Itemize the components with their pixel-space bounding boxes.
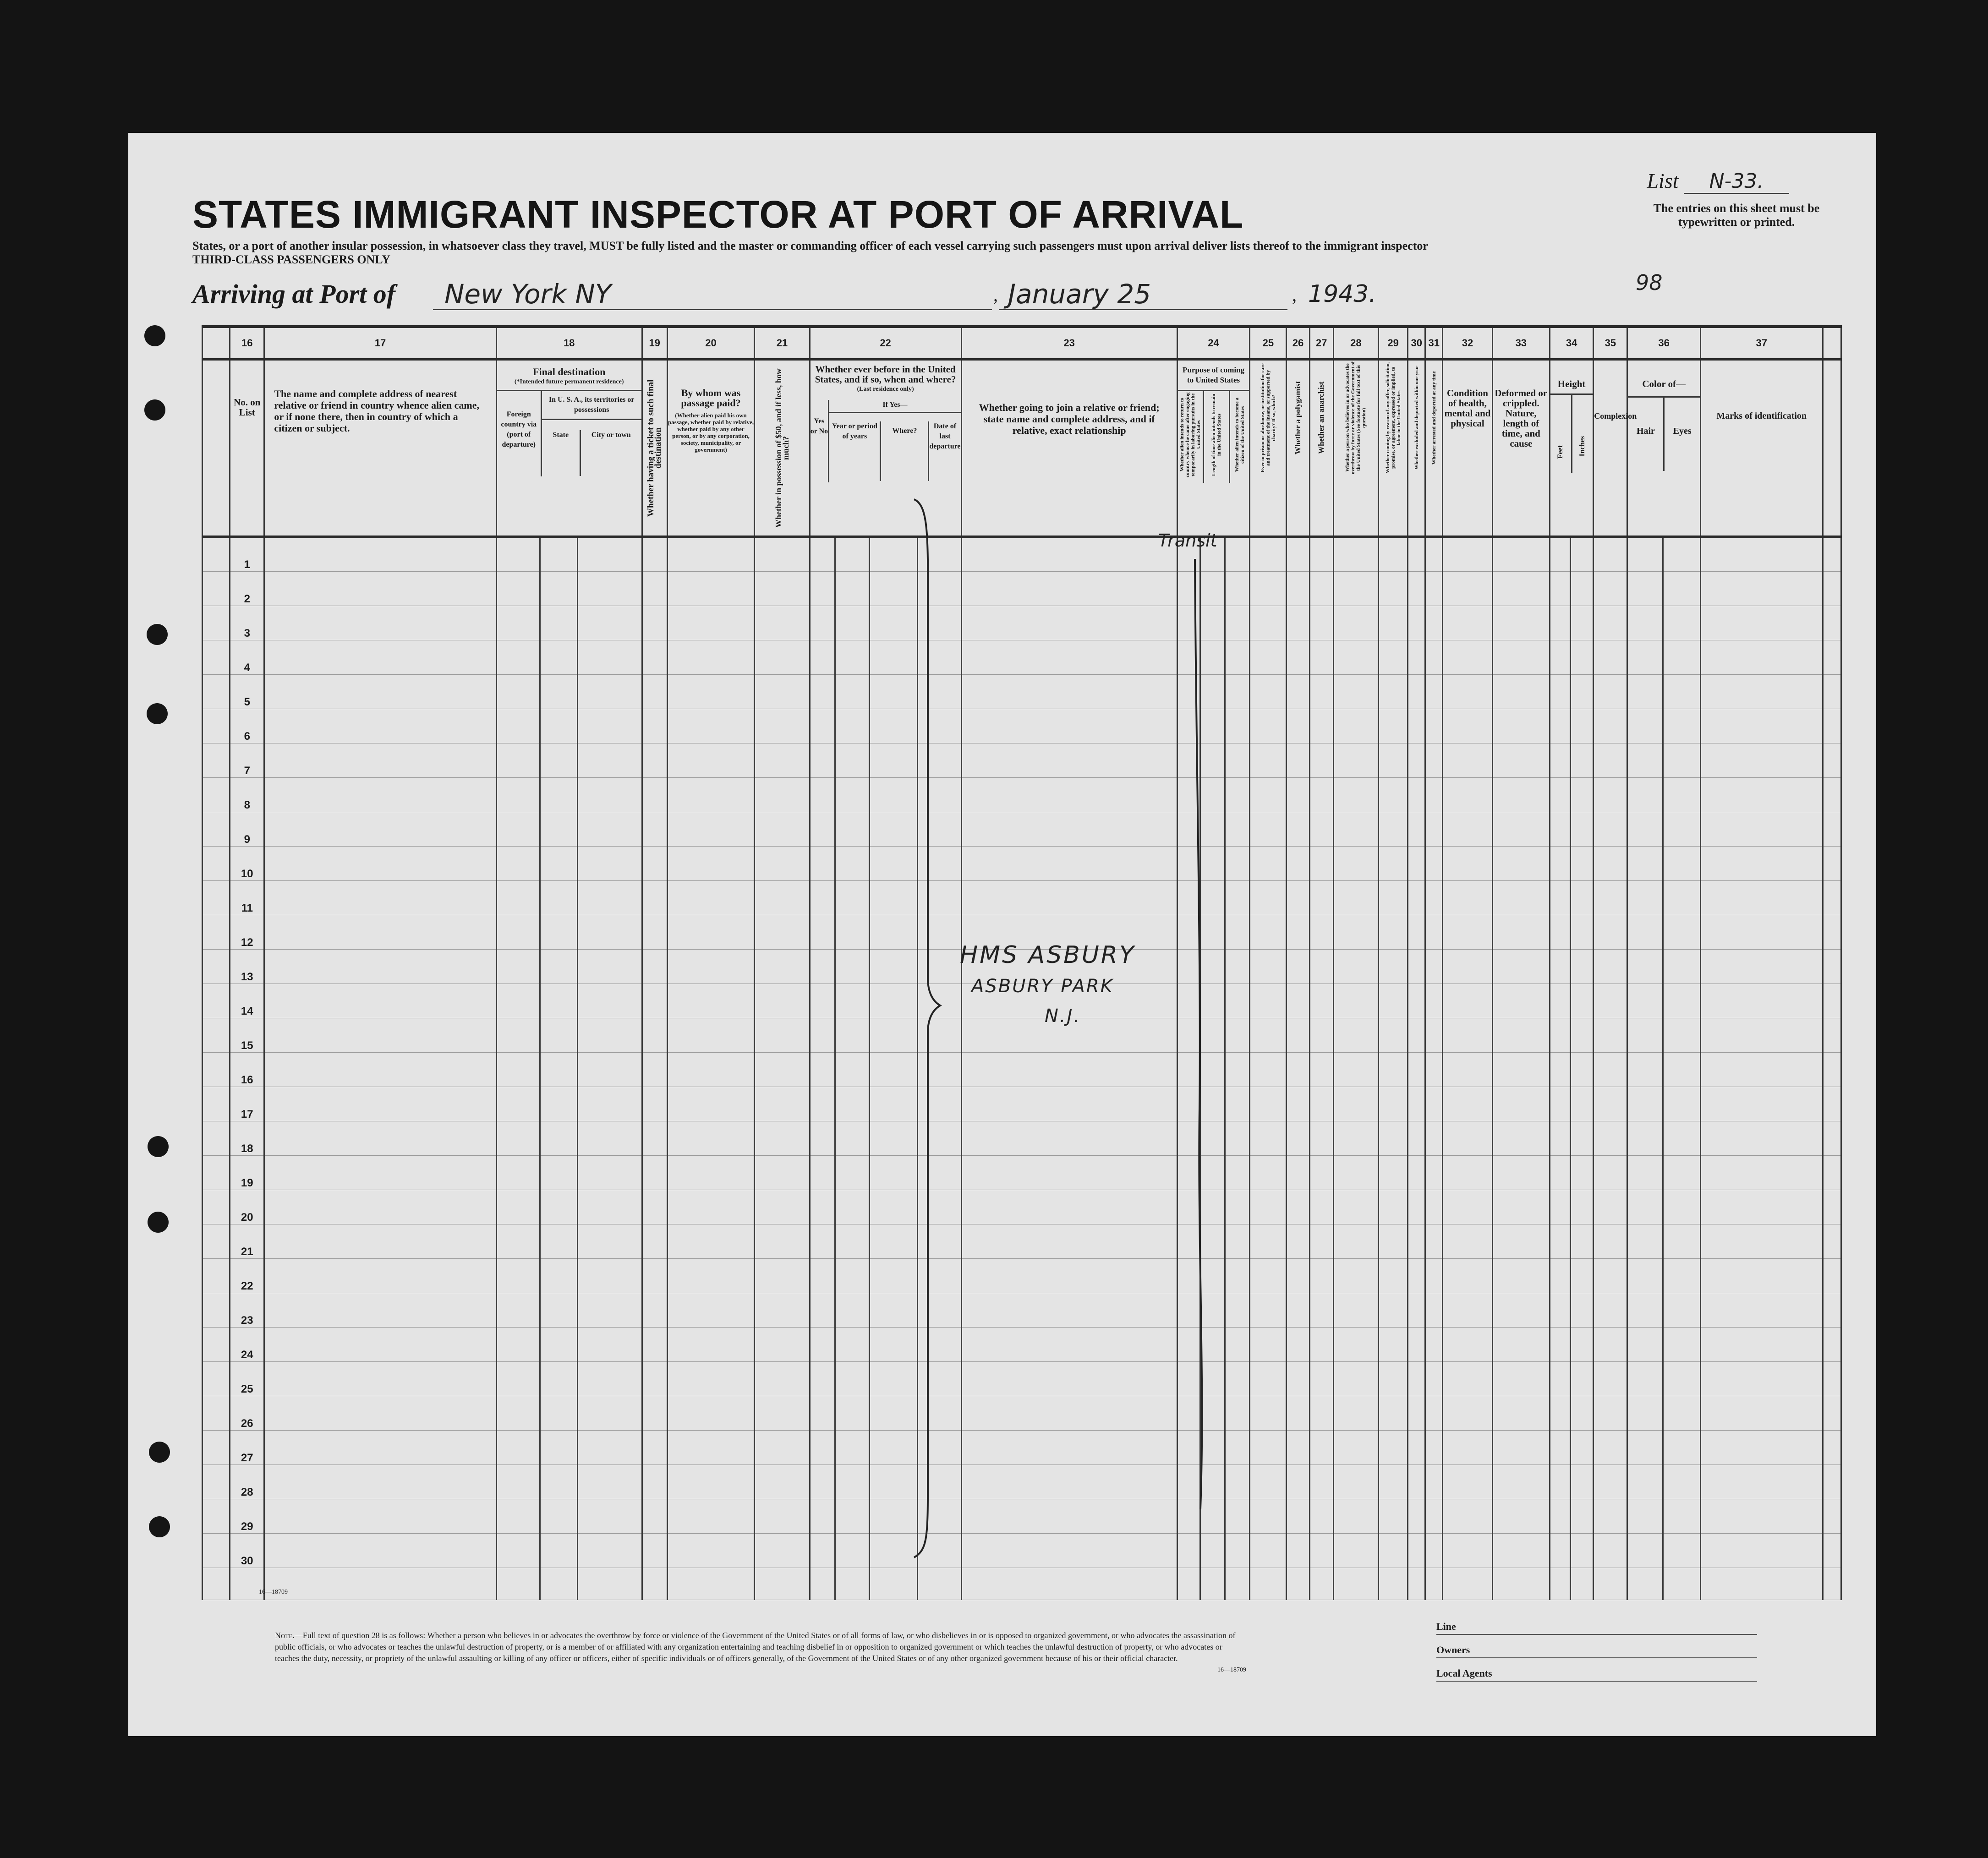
row-number: 7 bbox=[230, 743, 264, 777]
table-row bbox=[203, 1018, 1841, 1052]
col21-header: Whether in possession of $50, and if less, how much? bbox=[755, 360, 810, 537]
row-number: 1 bbox=[230, 537, 264, 571]
row-number: 11 bbox=[230, 880, 264, 915]
join-line-2: ASBURY PARK bbox=[971, 976, 1114, 997]
table-row bbox=[203, 777, 1841, 812]
row-number: 22 bbox=[230, 1258, 264, 1293]
table-row bbox=[203, 1499, 1841, 1533]
year-value: 1943. bbox=[1308, 280, 1376, 308]
join-line-1: HMS ASBURY bbox=[960, 941, 1136, 969]
form-number-left: 16—18709 bbox=[259, 1589, 288, 1596]
table-row bbox=[203, 1396, 1841, 1430]
col34-header: Height Feet Inches bbox=[1550, 360, 1593, 537]
table-row bbox=[203, 743, 1841, 777]
punch-hole bbox=[147, 624, 168, 645]
table-row bbox=[203, 709, 1841, 743]
table-row bbox=[203, 880, 1841, 915]
footnote: Note.—Full text of question 28 is as follows: Whether a person who believes in or advocates the overthrow by force or violence of the Government of the United States or of all forms of law, or who disbelieves in or is opposed to organized government, or who advocates the assassination of public officials, or who advocates or teaches the unlawful destruction of property, or is a member of or affiliated with any organization entertaining and teaching disbelief in or opposition to organized government or which teaches the unlawful destruction of property, or who advocates or teaches the duty, necessity, or propriety of the unlawful assaulting or killing of any officer or officers, either of specific individuals or of officers generally, of the Government of the United States or of any other organized government because of his or their official character. 16—18709 bbox=[275, 1631, 1246, 1673]
bracket-mark bbox=[912, 497, 944, 1560]
col35-header: Complexion bbox=[1594, 360, 1627, 537]
page-number: 98 bbox=[1636, 270, 1663, 295]
punch-hole bbox=[144, 399, 165, 421]
row-number: 25 bbox=[230, 1361, 264, 1396]
column-number-row: 16 17 18 19 20 21 22 23 24 25 26 27 28 29 30 31 32 33 34 35 36 37 bbox=[203, 327, 1841, 360]
row-number: 29 bbox=[230, 1499, 264, 1533]
table-row bbox=[203, 1533, 1841, 1568]
col32-header: Condition of health, mental and physical bbox=[1443, 360, 1492, 537]
local-agents-field: Local Agents bbox=[1436, 1667, 1757, 1682]
col29-header: Whether coming by reason of any offer, solicitation, promise, or agreement, expressed or implied, to labor in the United States bbox=[1378, 360, 1407, 537]
table-row bbox=[203, 674, 1841, 709]
line-field: Line bbox=[1436, 1621, 1757, 1635]
table-row bbox=[203, 571, 1841, 606]
row-number: 23 bbox=[230, 1293, 264, 1327]
row-number: 27 bbox=[230, 1430, 264, 1465]
table-row bbox=[203, 1224, 1841, 1258]
col26-header: Whether a polygamist bbox=[1287, 360, 1309, 537]
col23-header: Whether going to join a relative or friend; state name and complete address, and if relative, exact relationship bbox=[961, 360, 1177, 537]
col24-header: Purpose of coming to United States Whether alien intends to return to country whence he came after engaging temporarily in laboring pursuits in the United States Length of time alien intends to remain in the United States Whether alien intends to become a citizen of the United States bbox=[1177, 360, 1249, 537]
table-row bbox=[203, 1327, 1841, 1361]
col28-header: Whether a person who believes in or advocates the overthrow by force or violence of the Government of the United States (See footnote for full text of this question) bbox=[1333, 360, 1378, 537]
table-row bbox=[203, 1465, 1841, 1499]
purpose-annotation: Transit bbox=[1158, 530, 1217, 551]
list-number bbox=[1647, 169, 1789, 194]
row-number: 15 bbox=[230, 1018, 264, 1052]
col33-header: Deformed or crippled. Nature, length of time, and cause bbox=[1492, 360, 1550, 537]
row-number: 16 bbox=[230, 1052, 264, 1087]
col17-header: The name and complete address of nearest relative or friend in country whence alien came, or if none there, then in country of which a citizen or subject. bbox=[264, 360, 496, 537]
punch-hole bbox=[148, 1136, 169, 1157]
row-number: 14 bbox=[230, 984, 264, 1018]
col16-header: No. on List bbox=[230, 360, 264, 537]
col19-header: Whether having a ticket to such final destination bbox=[642, 360, 667, 537]
punch-hole bbox=[149, 1516, 170, 1537]
row-number: 28 bbox=[230, 1465, 264, 1499]
class-line: THIRD-CLASS PASSENGERS ONLY bbox=[192, 253, 391, 266]
col25-header: Ever in prison or almshouse, or institution for care and treatment of the insane, or supported by charity? If so, which? bbox=[1250, 360, 1287, 537]
table-row bbox=[203, 1293, 1841, 1327]
table-row bbox=[203, 1155, 1841, 1190]
table-row bbox=[203, 1190, 1841, 1224]
row-number: 4 bbox=[230, 640, 264, 674]
row-number: 2 bbox=[230, 571, 264, 606]
manifest-sheet: List N-33. STATES IMMIGRANT INSPECTOR AT PORT OF ARRIVAL The entries on this sheet must be typewritten or printed. States, or a port of another insular possession, in whatsoever class they travel, MUST be fully listed and the master or commanding officer of each vessel carrying such passengers must upon arrival deliver lists thereof to the immigrant inspector THIRD-CLASS PASSENGERS ONLY 98 Arriving at Port of New York NY , January 25 , 1943. 16 17 18 19 20 21 22 23 24 25 26 27 28 29 30 31 32 33 34 35 36 37 No. on List The name and complete address of nearest relative or friend in country whence alien came, or if none there, then in country of which a citizen or subject. Final destination (*Intended future permanent residence) Foreign country via (port of departure) In U. S. A., its territories or possessions State City or town Whether having a ticket to such final destination By whom was passage paid? (Whether alien paid his own passage, whether paid by relative, whether paid by any other person, or by any corporation, society, municipality, or government) Whether in possession of $50, and if less, how much? Whether ever before in the United States, and if so, when and where? (Last residence only) Yes or No If Yes— Year or period of years Where? Date of last departure Whether going to join a relative or friend; state name and complete address, and if relative, exact relationship Purpose of coming to United States Whether alien intends to return to country whence he came after engaging temporarily in laboring pursuits in the United States Length of time alien intends to remain in the United States Whether alien intends to become a citizen of the United States Ever in prison or almshouse, or institution for care and treatment of the insane, or supported by charity? If so, which? Whether a polygamist Whether an anarchist Whether a person who believes in or advocates the overthrow by force or violence of the Government of the United States (See footnote for full text of this question) Whether coming by reason of any offer, solicitation, promise, or agreement, expressed or implied, to labor in the United States Whether excluded and deported within one year Whether arrested and deported at any time Condition of health, mental and physical Deformed or crippled. Nature, length of time, and cause Height Feet Inches Complexion Color of— Hair Eyes Marks of identification 1 2 3 4 5 6 7 8 9 10 11 12 13 14 15 16 17 18 19 20 21 22 23 24 25 26 27 28 29 30 Transit HMS ASBURY ASBURY PARK N.J. 16—18709 Note.—Full text of question 28 is as follows: Whether a person who believes in or advocates the overthrow by force or violence of the Government of the United States or of all forms of law, or who disbelieves in or is opposed to organized government, or who advocates the assassination of public officials, or who advocates or teaches the unlawful destruction of property, or is a member of or affiliated with any organization entertaining and teaching disbelief in or opposition to organized government or which teaches the unlawful destruction of property, or who advocates or teaches the duty, necessity, or propriety of the unlawful assaulting or killing of any officer or officers, either of specific individuals or of officers generally, of the Government of the United States or of any other organized government because of his or their official character. 16—18709 Line Owners Local Agents bbox=[128, 133, 1876, 1736]
row-number: 26 bbox=[230, 1396, 264, 1430]
row-number: 12 bbox=[230, 915, 264, 949]
col37-header: Marks of identification bbox=[1700, 360, 1823, 537]
row-number: 19 bbox=[230, 1155, 264, 1190]
col31-header: Whether arrested and deported at any time bbox=[1425, 360, 1443, 537]
join-line-3: N.J. bbox=[1045, 1006, 1081, 1027]
typewritten-note: The entries on this sheet must be typewritten or printed. bbox=[1653, 202, 1820, 229]
punch-hole bbox=[144, 325, 165, 346]
row-number: 6 bbox=[230, 709, 264, 743]
footer-signature-lines bbox=[1436, 1621, 1757, 1691]
col20-header: By whom was passage paid? (Whether alien paid his own passage, whether paid by relative, whether paid by any other person, or by any corporation, society, municipality, or government) bbox=[667, 360, 755, 537]
row-number: 21 bbox=[230, 1224, 264, 1258]
table-row bbox=[203, 1052, 1841, 1087]
row-number: 18 bbox=[230, 1121, 264, 1155]
row-number: 20 bbox=[230, 1190, 264, 1224]
table-row bbox=[203, 640, 1841, 674]
col18-header: Final destination (*Intended future permanent residence) Foreign country via (port of departure) In U. S. A., its territories or possessions State City or town bbox=[496, 360, 642, 537]
row-number: 13 bbox=[230, 949, 264, 984]
table-row bbox=[203, 1087, 1841, 1121]
punch-hole bbox=[148, 1212, 169, 1233]
port-value: New York NY bbox=[444, 279, 612, 310]
table-row bbox=[203, 1361, 1841, 1396]
col27-header: Whether an anarchist bbox=[1309, 360, 1333, 537]
row-number: 8 bbox=[230, 777, 264, 812]
col22-header: Whether ever before in the United States, and if so, when and where? (Last residence only) Yes or No If Yes— Year or period of years Where? Date of last departure bbox=[810, 360, 961, 537]
punch-hole bbox=[149, 1442, 170, 1463]
list-value: N-33. bbox=[1684, 169, 1789, 194]
table-row bbox=[203, 1258, 1841, 1293]
col36-header: Color of— Hair Eyes bbox=[1627, 360, 1700, 537]
col30-header: Whether excluded and deported within one year bbox=[1408, 360, 1425, 537]
row-number: 24 bbox=[230, 1327, 264, 1361]
column-header-row bbox=[203, 360, 1841, 537]
owners-field: Owners bbox=[1436, 1644, 1757, 1658]
row-number: 5 bbox=[230, 674, 264, 709]
arriving-label: Arriving at Port of bbox=[192, 279, 396, 309]
row-number: 10 bbox=[230, 846, 264, 880]
table-row bbox=[203, 606, 1841, 640]
row-number: 9 bbox=[230, 812, 264, 846]
page-title: STATES IMMIGRANT INSPECTOR AT PORT OF ARRIVAL bbox=[192, 193, 1244, 236]
table-row bbox=[203, 537, 1841, 571]
table-row bbox=[203, 1430, 1841, 1465]
punch-hole bbox=[147, 703, 168, 724]
row-number: 3 bbox=[230, 606, 264, 640]
table-row bbox=[203, 1121, 1841, 1155]
row-number: 17 bbox=[230, 1087, 264, 1121]
subtitle: States, or a port of another insular possession, in whatsoever class they travel, MUST be fully listed and the master or commanding officer of each vessel carrying such passengers must upon arrival deliver lists thereof to the immigrant inspector bbox=[192, 239, 1428, 252]
date-value: January 25 bbox=[1008, 279, 1151, 310]
table-row bbox=[203, 812, 1841, 846]
table-row bbox=[203, 846, 1841, 880]
list-label: List bbox=[1647, 169, 1679, 192]
row-number: 30 bbox=[230, 1533, 264, 1568]
ditto-line bbox=[1191, 559, 1210, 1512]
